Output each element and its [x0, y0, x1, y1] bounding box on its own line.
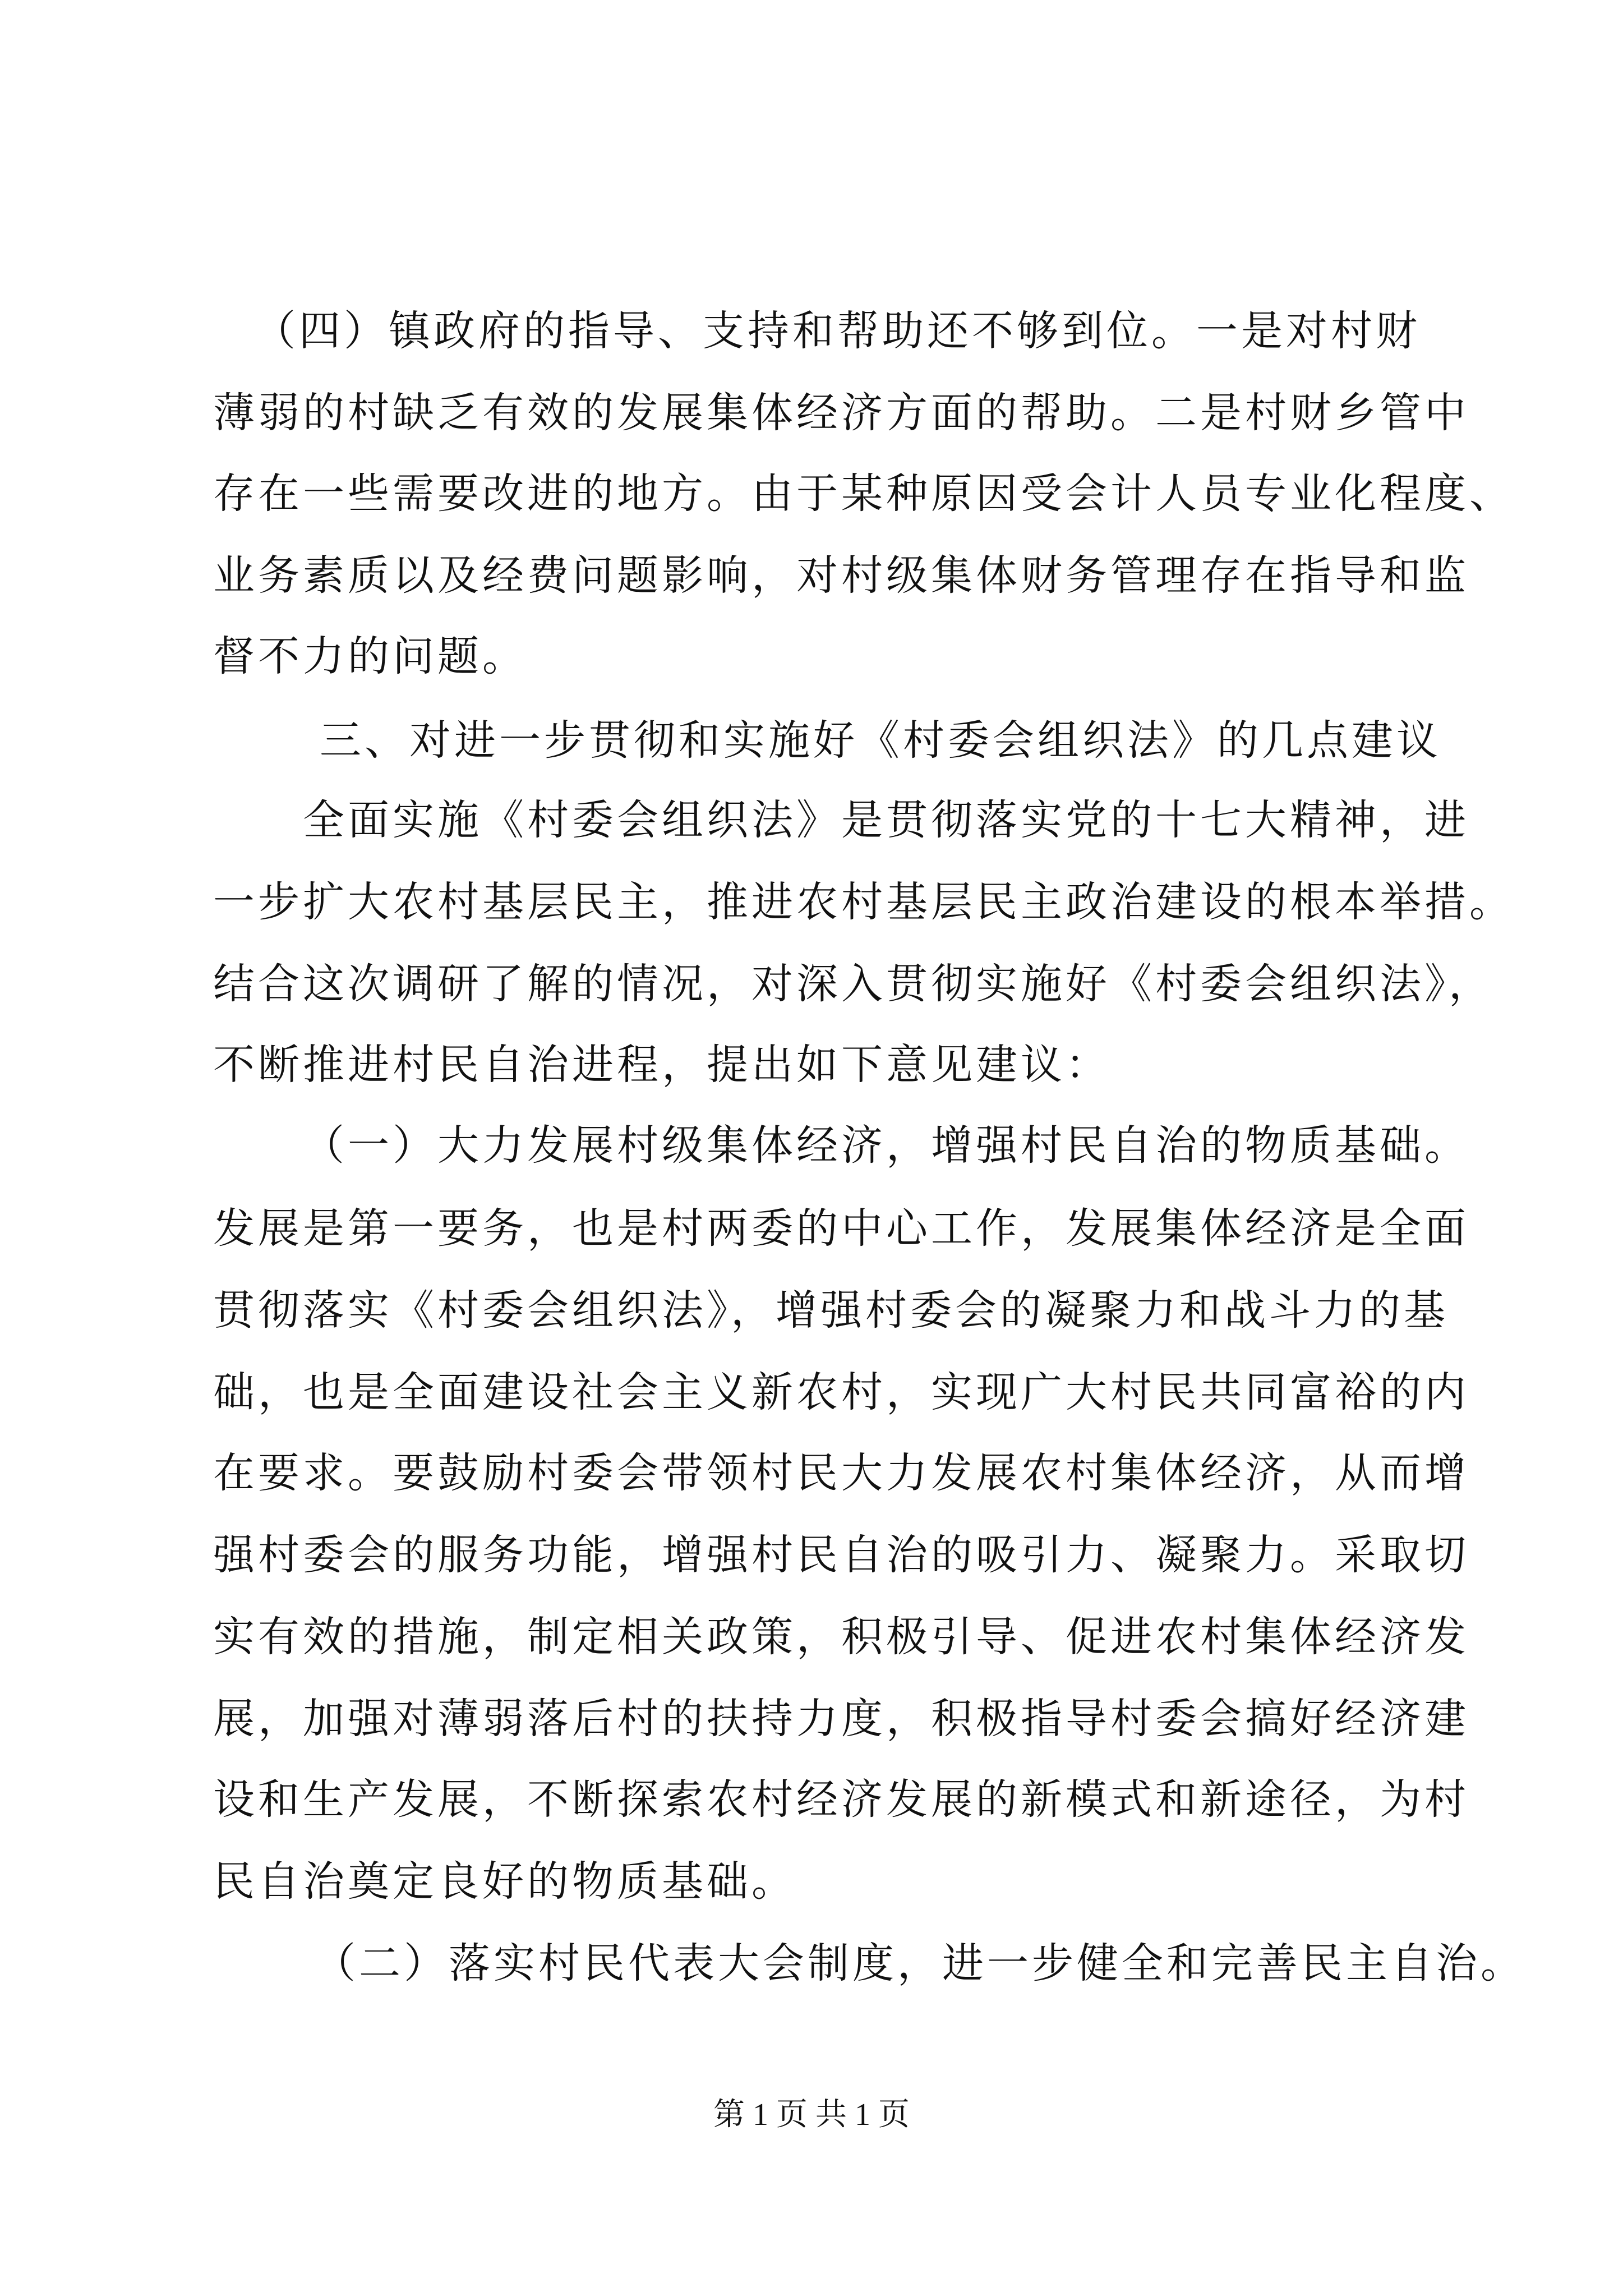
- text-line: 全面实施《村委会组织法》是贯彻落实党的十七大精神，进: [303, 796, 1469, 844]
- text-line: 不断推进村民自治进程，提出如下意见建议：: [213, 1041, 1110, 1089]
- text-line: 在要求。要鼓励村委会带领村民大力发展农村集体经济，从而增: [213, 1449, 1469, 1497]
- text-line: 督不力的问题。: [213, 632, 527, 680]
- text-line: 业务素质以及经费问题影响，对村级集体财务管理存在指导和监: [213, 551, 1469, 600]
- text-line: 贯彻落实《村委会组织法》，增强村委会的凝聚力和战斗力的基: [213, 1286, 1449, 1335]
- section-heading: 三、对进一步贯彻和实施好《村委会组织法》的几点建议: [320, 716, 1441, 765]
- text-line: 强村委会的服务功能，增强村民自治的吸引力、凝聚力。采取切: [213, 1531, 1469, 1579]
- text-line: 础，也是全面建设社会主义新农村，实现广大村民共同富裕的内: [213, 1368, 1469, 1416]
- text-line: 薄弱的村缺乏有效的发展集体经济方面的帮助。二是村财乡管中: [213, 389, 1469, 437]
- text-line: 设和生产发展，不断探索农村经济发展的新模式和新途径，为村: [213, 1775, 1469, 1824]
- subsection-heading: （一）大力发展村级集体经济，增强村民自治的物质基础。: [303, 1121, 1469, 1170]
- text-line: 一步扩大农村基层民主，推进农村基层民主政治建设的根本举措。: [213, 878, 1514, 926]
- text-line: 展，加强对薄弱落后村的扶持力度，积极指导村委会搞好经济建: [213, 1695, 1469, 1743]
- text-line: （四）镇政府的指导、支持和帮助还不够到位。一是对村财: [254, 307, 1421, 355]
- text-line: 存在一些需要改进的地方。由于某种原因受会计人员专业化程度、: [213, 470, 1514, 518]
- text-line: 实有效的措施，制定相关政策，积极引导、促进农村集体经济发: [213, 1613, 1469, 1661]
- text-line: 民自治奠定良好的物质基础。: [213, 1857, 796, 1906]
- text-line: 发展是第一要务，也是村两委的中心工作，发展集体经济是全面: [213, 1204, 1469, 1253]
- text-line: 结合这次调研了解的情况，对深入贯彻实施好《村委会组织法》，: [213, 960, 1493, 1008]
- page-footer: 第 1 页 共 1 页: [713, 2097, 910, 2132]
- subsection-heading: （二）落实村民代表大会制度，进一步健全和完善民主自治。: [314, 1939, 1525, 1987]
